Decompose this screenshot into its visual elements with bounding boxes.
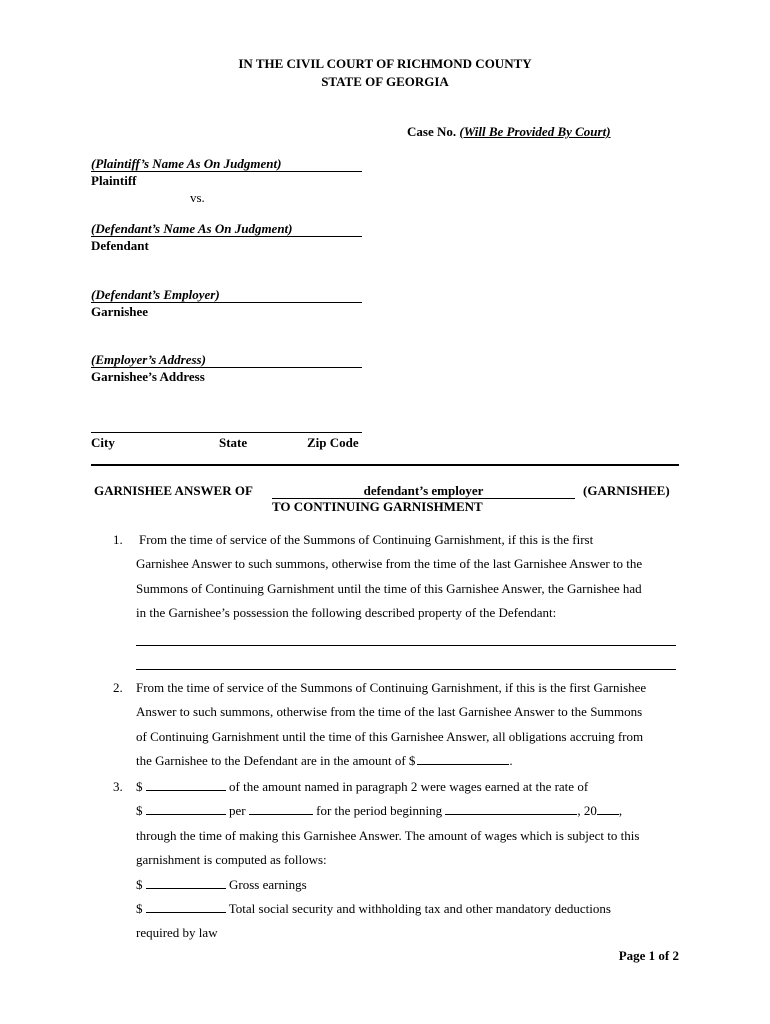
wages-dollar-sign: $ — [136, 779, 143, 794]
garnishee-address-label: Garnishee’s Address — [91, 369, 205, 384]
property-blank-line-2[interactable] — [136, 669, 676, 670]
employer-name-line — [91, 302, 362, 303]
item-2-line-2: Answer to such summons, otherwise from the time of the last Garnishee Answer to the Summons — [136, 704, 643, 720]
deductions-label: Total social security and withholding tax and other mandatory deductions — [228, 901, 611, 917]
page-number: Page 1 of 2 — [618, 948, 679, 963]
item-3-number: 3. — [113, 779, 123, 794]
garnishee-label: Garnishee — [91, 304, 149, 319]
wages-amount-blank[interactable] — [146, 778, 226, 791]
wages-text: of the amount named in paragraph 2 were wages earned at the rate of — [229, 779, 589, 794]
item-3-paragraph — [136, 775, 681, 946]
plaintiff-name: (Plaintiff’s Name As On Judgment) — [91, 156, 282, 171]
rate-dollar-sign: $ — [136, 803, 143, 819]
deductions-blank[interactable] — [146, 900, 226, 913]
item-2-line-4-text: the Garnishee to the Defendant are in the amount of $ — [136, 753, 416, 769]
employer-name: (Defendant’s Employer) — [91, 287, 220, 302]
case-number — [407, 124, 611, 140]
period-start-date-blank[interactable] — [445, 802, 577, 815]
defendant-label: Defendant — [91, 238, 149, 253]
court-title: IN THE CIVIL COURT OF RICHMOND COUNTY — [238, 56, 532, 71]
per-text: per — [229, 803, 246, 819]
gross-earnings-label: Gross earnings — [229, 876, 307, 892]
item-3-line-3: through the time of making this Garnishee Answer. The amount of wages which is subject to this — [136, 827, 640, 843]
versus: vs. — [190, 190, 205, 205]
deductions-row — [136, 897, 681, 921]
city-label: City — [91, 435, 115, 450]
state-title: STATE OF GEORGIA — [321, 74, 449, 89]
plaintiff-label: Plaintiff — [91, 173, 137, 188]
obligations-amount-blank[interactable] — [417, 752, 509, 765]
item-2-paragraph — [136, 676, 681, 774]
item-1-number: 1. — [113, 532, 123, 547]
item-3-line-1 — [136, 775, 681, 799]
item-1-paragraph — [136, 528, 681, 626]
zip-label: Zip Code — [307, 435, 359, 450]
defendant-name: (Defendant’s Name As On Judgment) — [91, 221, 293, 236]
item-1-line-1: From the time of service of the Summons of Continuing Garnishment, if this is the first — [139, 532, 594, 547]
item-3-line-4: garnishment is computed as follows: — [136, 852, 327, 868]
gross-earnings-row — [136, 873, 681, 897]
section-divider — [91, 464, 679, 466]
employer-address: (Employer’s Address) — [91, 352, 206, 367]
plaintiff-name-line — [91, 171, 362, 172]
city-state-zip-line — [91, 432, 362, 433]
deductions-label-line-2: required by law — [136, 925, 218, 941]
rate-period-blank[interactable] — [249, 802, 313, 815]
answer-title-suffix: (GARNISHEE) — [583, 483, 670, 498]
state-label: State — [219, 435, 248, 450]
employer-address-line — [91, 367, 362, 368]
item-1-line-2: Garnishee Answer to such summons, otherwise from the time of the last Garnishee Answer to the — [136, 556, 643, 572]
item-2-line-3: of Continuing Garnishment until the time of this Garnishee Answer, all obligations accruing from — [136, 728, 644, 744]
defendant-name-line — [91, 236, 362, 237]
case-no-value: (Will Be Provided By Court) — [459, 124, 611, 139]
item-1-line-3: Summons of Continuing Garnishment until the time of this Garnishee Answer, the Garnishee had — [136, 580, 642, 596]
deductions-dollar-sign: $ — [136, 901, 143, 917]
item-3-line-2: $ per for the period beginning , 20 , — [136, 803, 623, 819]
year-prefix-text: , 20 — [577, 803, 597, 819]
answer-title-prefix: GARNISHEE ANSWER OF — [94, 483, 253, 498]
answer-title-line2: TO CONTINUING GARNISHMENT — [272, 499, 483, 514]
item-2-line-4: the Garnishee to the Defendant are in the amount of $ . — [136, 753, 513, 769]
period-beginning-text: for the period beginning — [316, 803, 443, 819]
gross-dollar-sign: $ — [136, 876, 143, 892]
answer-title-employer: defendant’s employer — [272, 483, 575, 499]
item-2-line-1: From the time of service of the Summons of Continuing Garnishment, if this is the first Garnishee — [136, 680, 647, 695]
gross-earnings-blank[interactable] — [146, 876, 226, 889]
property-blank-line-1[interactable] — [136, 645, 676, 646]
case-no-label: Case No. — [407, 124, 457, 139]
year-blank[interactable] — [597, 802, 619, 815]
item-1-line-4: in the Garnishee’s possession the following described property of the Defendant: — [136, 605, 557, 621]
rate-amount-blank[interactable] — [146, 802, 226, 815]
item-2-number: 2. — [113, 680, 123, 695]
